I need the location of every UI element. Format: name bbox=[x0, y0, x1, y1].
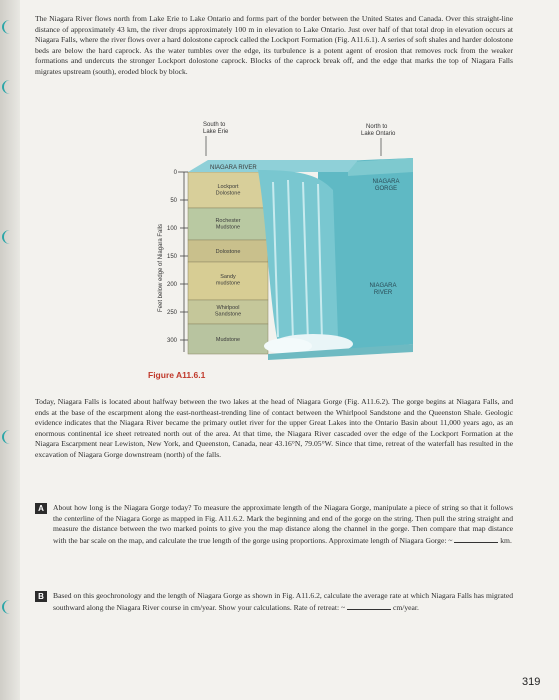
layer-label-rochester: Rochester Mudstone bbox=[215, 218, 241, 231]
binding-mark bbox=[2, 600, 18, 614]
tick-label-150: 150 bbox=[166, 254, 177, 260]
tick-label-250: 250 bbox=[166, 310, 177, 316]
layer-label-mudstone: Mudstone bbox=[215, 337, 241, 343]
intro-paragraph: The Niagara River flows north from Lake Erie to Lake Ontario and forms part of the border between the United States and Canada. Over this straight-line distance of approximately 43 km, the river drops approximately 100 m in elevation to Lake Ontario. Just over half of that total drop in elevation occurs at Niagara Falls, where the river flows over a hard dolostone caprock called the Lockport Formation (Fig. A11.6.1). A series of soft shales and harder dolostone beds are below the hard caprock. As the water tumbles over the edge, its turbulence is a potent agent of erosion that removes rock from the weaker formations and undercuts the stronger Lockport dolostone caprock. Blocks of the caprock break off, and the edge that marks the top of Niagara Falls migrates upstream (south), eroded block by block. bbox=[35, 14, 513, 76]
layer-label-dolostone: Dolostone bbox=[215, 249, 241, 255]
south-label: South to Lake Erie bbox=[203, 122, 229, 135]
binding-mark bbox=[2, 20, 18, 34]
question-a-text: About how long is the Niagara Gorge today? To measure the approximate length of the Niagara Gorge, manipulate a piece of string so that it follows the centerline of the Niagara Gorge as mapped in Fig. A11.6.2. Mark the beginning and end of the gorge on the string. Then pull the string straight and measure the distance between the two marked points to give you the map distance along the channel in the gorge. Then compare that map distance with the bar scale on the map, and calculate the true length of the gorge using proportions. Approximate length of Niagara Gorge: ~ bbox=[53, 503, 513, 545]
question-b-unit: cm/year. bbox=[392, 602, 419, 612]
tick-label-0: 0 bbox=[173, 170, 177, 176]
question-b bbox=[53, 591, 513, 613]
answer-a-blank[interactable] bbox=[454, 535, 498, 543]
cross-section-diagram bbox=[148, 112, 418, 364]
niagara-river-label: NIAGARA RIVER bbox=[369, 283, 397, 296]
page-spine bbox=[0, 0, 20, 700]
layer-label-sandy-mudstone: Sandy mudstone bbox=[215, 274, 241, 287]
question-a-badge: A bbox=[35, 503, 47, 514]
tick-label-50: 50 bbox=[170, 198, 177, 204]
north-label: North to Lake Ontario bbox=[361, 124, 396, 137]
waterfall bbox=[258, 170, 338, 347]
binding-mark bbox=[2, 230, 18, 244]
page-number: 319 bbox=[522, 676, 541, 688]
answer-b-blank[interactable] bbox=[347, 602, 391, 610]
gorge-label: NIAGARA GORGE bbox=[372, 179, 400, 192]
binding-mark bbox=[2, 430, 18, 444]
question-a bbox=[53, 503, 513, 546]
y-axis-label: Feet below edge of Niagara Falls bbox=[158, 223, 164, 312]
river-label: NIAGARA RIVER bbox=[210, 165, 257, 171]
tick-label-100: 100 bbox=[166, 226, 177, 232]
tick-label-200: 200 bbox=[166, 282, 177, 288]
tick-label-300: 300 bbox=[166, 338, 177, 344]
strata-layers bbox=[188, 172, 268, 354]
layer-label-whirlpool: Whirlpool Sandstone bbox=[214, 305, 242, 318]
body-paragraph: Today, Niagara Falls is located about halfway between the two lakes at the head of Niagara Gorge (Fig. A11.6.2). The gorge begins at Niagara Falls, and ends at the base of the escarpment along the east-northeast-trending line of contact between the Whirlpool Sandstone and the Queenston Shale. Geologic evidence indicates that the Niagara River became the primary outlet river for the upper Great Lakes into the Ontario Basin about 11,000 years ago, as an enormous continental ice sheet retreated north out of the area. At that time, the Niagara River cascaded over the edge of the Lockport Formation at the Niagara Escarpment near Lewiston, New York, and Queenston, Canada, near 43.16°N, 79.05°W. Since that time, retreat of the waterfall has resulted in the excavation of Niagara Gorge downstream (north) of the falls. bbox=[35, 397, 513, 459]
binding-mark bbox=[2, 80, 18, 94]
question-b-badge: B bbox=[35, 591, 47, 602]
question-a-unit: km. bbox=[500, 535, 512, 545]
y-ticks bbox=[167, 170, 178, 344]
layer-label-lockport: Lockport Dolostone bbox=[215, 184, 241, 197]
figure-caption: Figure A11.6.1 bbox=[148, 370, 206, 380]
question-b-text: Based on this geochronology and the length of Niagara Gorge as shown in Fig. A11.6.2, calculate the average rate at which Niagara Falls has migrated southward along the Niagara River course in cm/year. Show your calculations. Rate of retreat: ~ bbox=[53, 591, 513, 612]
niagara-figure bbox=[148, 112, 418, 364]
